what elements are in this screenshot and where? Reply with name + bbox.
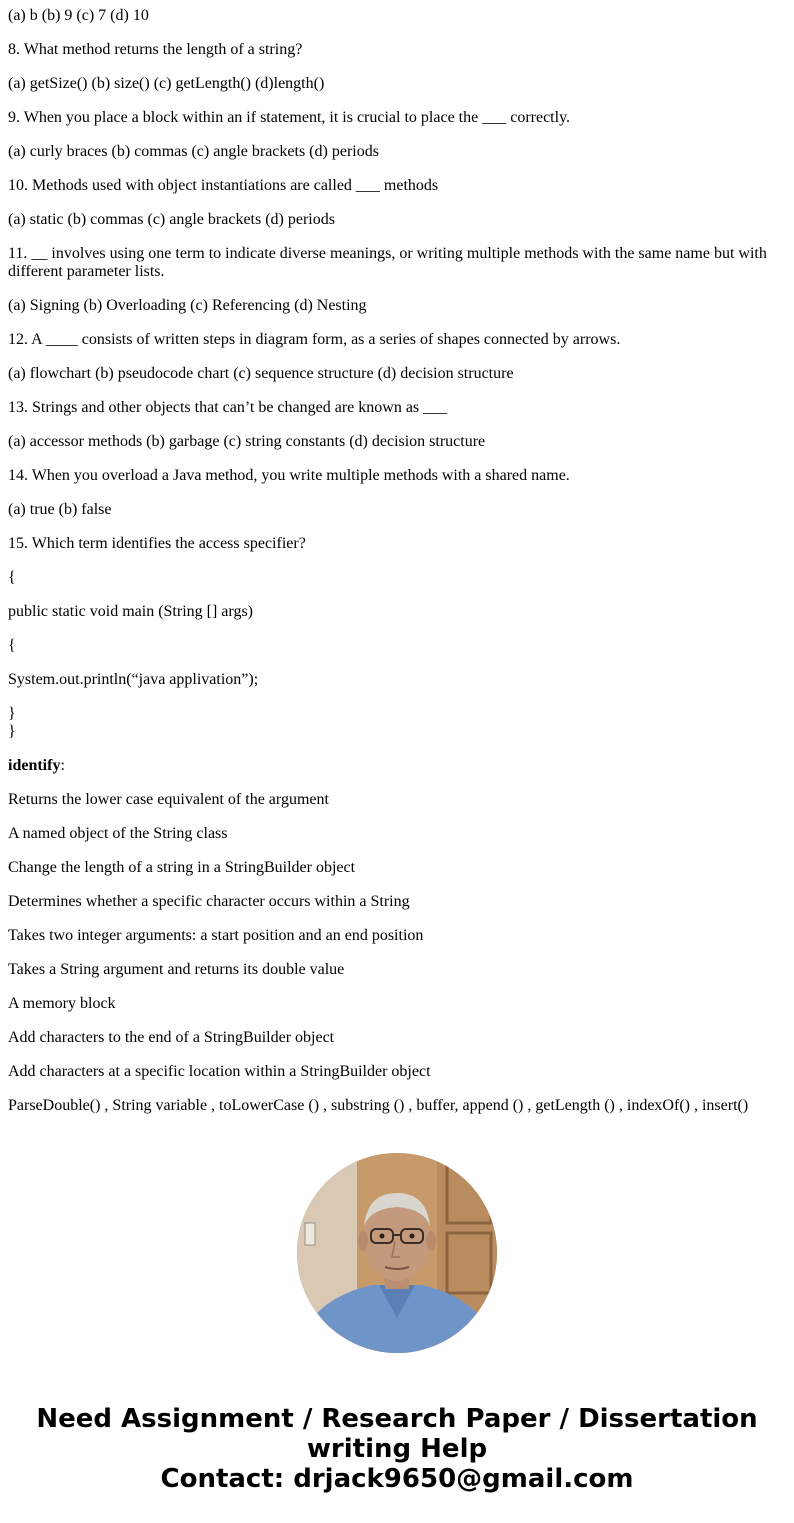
identify-heading bbox=[8, 757, 786, 775]
identify-item: Add characters at a specific location within a StringBuilder object bbox=[8, 1063, 431, 1080]
q13-text: 13. Strings and other objects that can’t be changed are known as ___ bbox=[8, 399, 448, 416]
q12-options: (a) flowchart (b) pseudocode chart (c) sequence structure (d) decision structure bbox=[8, 365, 514, 382]
q14-options: (a) true (b) false bbox=[8, 501, 112, 518]
q10-options: (a) static (b) commas (c) angle brackets (d) periods bbox=[8, 211, 335, 228]
identify-item: Change the length of a string in a StringBuilder object bbox=[8, 859, 356, 876]
identify-item: A named object of the String class bbox=[8, 825, 228, 842]
identify-item: Returns the lower case equivalent of the argument bbox=[8, 791, 329, 808]
q9-text: 9. When you place a block within an if statement, it is crucial to place the ___ correctly. bbox=[8, 109, 571, 126]
identify-item: A memory block bbox=[8, 995, 116, 1012]
q8-text: 8. What method returns the length of a string? bbox=[8, 41, 303, 58]
q7-options: (a) b (b) 9 (c) 7 (d) 10 bbox=[8, 7, 149, 24]
q11-options: (a) Signing (b) Overloading (c) Referencing (d) Nesting bbox=[8, 297, 367, 314]
q14-text: 14. When you overload a Java method, you write multiple methods with a shared name. bbox=[8, 467, 570, 484]
document-body bbox=[8, 7, 786, 1131]
identify-heading-colon: : bbox=[60, 757, 65, 774]
q9-options: (a) curly braces (b) commas (c) angle brackets (d) periods bbox=[8, 143, 379, 160]
promo-line-2: writing Help bbox=[306, 1434, 488, 1464]
q12-text: 12. A ____ consists of written steps in diagram form, as a series of shapes connected by arrows. bbox=[8, 331, 621, 348]
promo-contact: Contact: drjack9650@gmail.com bbox=[160, 1464, 634, 1494]
q8-options: (a) getSize() (b) size() (c) getLength() (d)length() bbox=[8, 75, 325, 92]
identify-item: Add characters to the end of a StringBuilder object bbox=[8, 1029, 335, 1046]
code-line-1: { bbox=[8, 569, 16, 586]
identify-item: Determines whether a specific character occurs within a String bbox=[8, 893, 410, 910]
q15-text: 15. Which term identifies the access specifier? bbox=[8, 535, 306, 552]
code-line-6: } bbox=[8, 723, 16, 740]
q10-text: 10. Methods used with object instantiations are called ___ methods bbox=[8, 177, 439, 194]
author-portrait-image bbox=[297, 1153, 497, 1353]
q11-text: 11. __ involves using one term to indicate diverse meanings, or writing multiple methods with the same name but with different parameter lists. bbox=[8, 245, 767, 280]
identify-heading-label: identify bbox=[8, 757, 61, 774]
q13-options: (a) accessor methods (b) garbage (c) string constants (d) decision structure bbox=[8, 433, 486, 450]
code-line-2: public static void main (String [] args) bbox=[8, 603, 253, 620]
code-line-5: } bbox=[8, 705, 16, 722]
identify-item: Takes a String argument and returns its double value bbox=[8, 961, 345, 978]
code-line-3: { bbox=[8, 637, 16, 654]
identify-item: Takes two integer arguments: a start position and an end position bbox=[8, 927, 424, 944]
author-photo bbox=[297, 1153, 497, 1353]
promo-line-1: Need Assignment / Research Paper / Dissertation bbox=[36, 1404, 758, 1434]
word-bank: ParseDouble() , String variable , toLowerCase () , substring () , buffer, append () , getLength () , indexOf() , insert() bbox=[8, 1097, 749, 1114]
code-line-4: System.out.println(“java applivation”); bbox=[8, 671, 259, 688]
promo-banner bbox=[0, 1404, 794, 1494]
